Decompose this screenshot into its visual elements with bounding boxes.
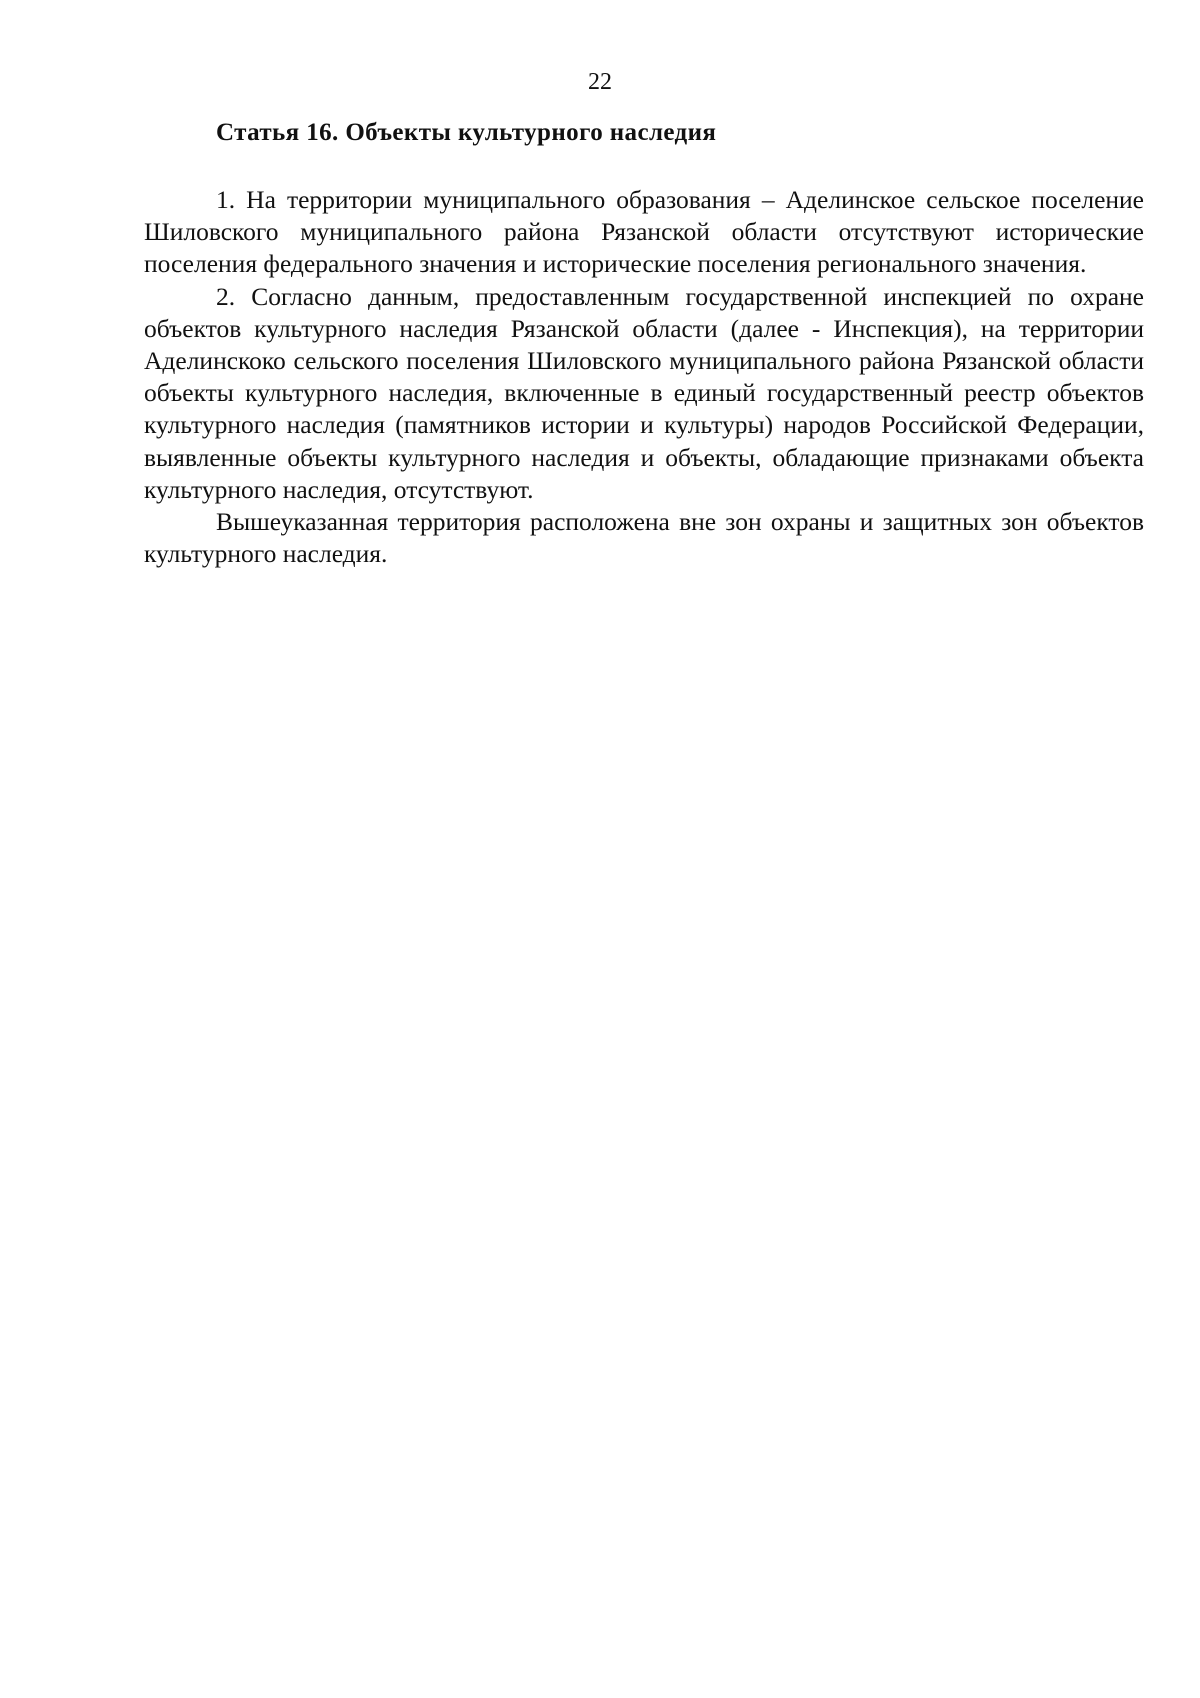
article-heading: Статья 16. Объекты культурного наследия [216,119,717,146]
article-body [144,184,1144,570]
paragraph-heritage-objects: 2. Согласно данным, предоставленным государственной инспекцией по охране объектов культурного наследия Рязанской области (далее - Инспекция), на территории Аделинскоко сельского поселения Шиловского муниципального района Рязанской области объекты культурного наследия, включенные в единый государственный реестр объектов культурного наследия (памятников истории и культуры) народов Российской Федерации, выявленные объекты культурного наследия и объекты, обладающие признаками объекта культурного наследия, отсутствуют. [144,281,1144,504]
page-number: 22 [588,69,612,95]
paragraph-protection-zones: Вышеуказанная территория расположена вне зон охраны и защитных зон объектов культурного наследия. [144,507,1144,569]
paragraph-historical-settlements: 1. На территории муниципального образования – Аделинское сельское поселение Шиловского муниципального района Рязанской области отсутствуют исторические поселения федерального значения и исторические поселения регионального значения. [144,185,1144,279]
